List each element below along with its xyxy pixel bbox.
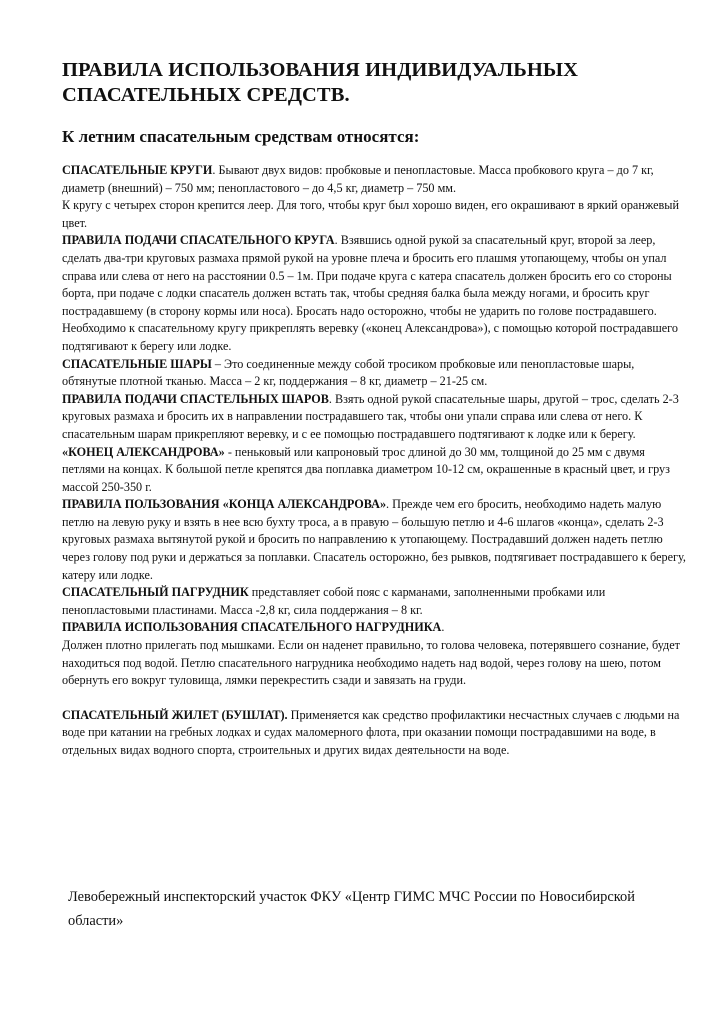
- section-text: . Бывают двух видов: пробковые и пенопластовые. Масса пробкового круга – до 7 кг, диаметр (внешний) – 750 мм; пенопластового – до 4,5 кг, диаметр – 750 мм.: [62, 163, 654, 195]
- document-page: [62, 58, 690, 760]
- section-heading: ПРАВИЛА ИСПОЛЬЗОВАНИЯ СПАСАТЕЛЬНОГО НАГРУДНИКА: [62, 620, 442, 635]
- section-text: - пеньковый или капроновый трос длиной до 30 мм, толщиной до 25 мм с двумя петлями на концах. К большой петле крепятся два поплавка диаметром 10-12 см, окрашенные в красный цвет, и груз массой 250-350 г.: [62, 444, 670, 494]
- section-lifebuoys: [62, 162, 690, 197]
- section-text: – Это соединенные между собой тросиком пробковые или пенопластовые шары, обтянутые плотной тканью. Масса – 2 кг, поддержания – 8 кг, диаметр – 21-25 см.: [62, 356, 635, 389]
- section-rescue-balls-rules: [62, 391, 690, 444]
- section-heading: СПАСАТЕЛЬНЫЕ ШАРЫ: [62, 356, 212, 371]
- section-lifebuoy-rules: [62, 232, 690, 355]
- section-text: .: [441, 620, 445, 635]
- document-title: [62, 58, 690, 108]
- section-rescue-balls: [62, 356, 690, 391]
- section-text: Применяется как средство профилактики несчастных случаев с людьми на воде при катании на гребных лодках и судах маломерного флота, при оказании помощи пострадавшими на воде, в отдельных видах водного спорта, строительных и других видах деятельности на воде.: [62, 707, 680, 757]
- section-life-belt: [62, 584, 690, 619]
- section-heading: СПАСАТЕЛЬНЫЙ ПАГРУДНИК: [62, 585, 249, 600]
- section-heading: ПРАВИЛА ПОЛЬЗОВАНИЯ «КОНЦА АЛЕКСАНДРОВА»: [62, 497, 387, 512]
- section-text: . Прежде чем его бросить, необходимо надеть малую петлю на левую руку и взять в нее всю бухту троса, а в правую – большую петлю и 4-6 шлагов «конца», сделать 2-3 круговых размаха вытянутой рукой и бросить по направлению к утопающему. Пострадавший должен надеть петлю через голову под руки и держаться за поплавки. Спасатель осторожно, без рывков, подтягивает пострадавшего к берегу, катеру или лодке.: [62, 497, 686, 582]
- section-text: . Взять одной рукой спасательные шары, другой – трос, сделать 2-3 круговых размаха и бросить их в направлении пострадавшего так, чтобы они упали справа или слева от него. К спасательным шарам прикрепляют веревку, и с ее помощью пострадавшего подтягивают к лодке или к берегу.: [62, 391, 679, 441]
- section-alexandrov-line-rules: [62, 496, 690, 584]
- section-life-vest: [62, 707, 690, 760]
- section-lifebuoys-extra: К кругу с четырех сторон крепится леер. Для того, чтобы круг был хорошо виден, его окрашивают в яркий оранжевый цвет.: [62, 198, 679, 230]
- document-footer: Левобережный инспекторский участок ФКУ «Центр ГИМС МЧС России по Новосибирской области»: [68, 889, 635, 929]
- section-life-belt-rules-extra: Должен плотно прилегать под мышками. Если он наденет правильно, то голова человека, потерявшего сознание, будет находиться под водой. Петлю спасательного нагрудника необходимо надеть над водой, через голову на шею, потом обернуть его вокруг туловища, лямки перекрестить сзади и завязать на груди.: [62, 638, 680, 688]
- document-body: [62, 162, 690, 760]
- section-heading: СПАСАТЕЛЬНЫЕ КРУГИ: [62, 163, 213, 177]
- section-heading: «КОНЕЦ АЛЕКСАНДРОВА»: [62, 444, 225, 459]
- section-alexandrov-line: [62, 444, 690, 497]
- title-line-2: СПАСАТЕЛЬНЫХ СРЕДСТВ.: [62, 84, 350, 106]
- section-heading: ПРАВИЛА ПОДАЧИ СПАСАТЕЛЬНОГО КРУГА: [62, 233, 335, 248]
- section-text: . Взявшись одной рукой за спасательный круг, второй за леер, сделать два-три круговых размаха прямой рукой на уровне плеча и бросить его плашмя утопающему, чтобы он упал справа или слева от него на расстоянии 0.5 – 1м. При подаче круга с катера спасатель должен бросить его со стороны борта, при подаче с лодки спасатель должен встать так, чтобы средняя балка была между ногами, и бросить круг пострадавшему (в сторону кормы или носа). Бросать надо осторожно, чтобы не ударить по голове пострадавшего. Необходимо к спасательному кругу прикреплять веревку («конец Александрова»), с помощью которой пострадавшего подтягивают к берегу или лодке.: [62, 233, 678, 353]
- title-line-1: ПРАВИЛА ИСПОЛЬЗОВАНИЯ ИНДИВИДУАЛЬНЫХ: [62, 59, 579, 81]
- section-heading: СПАСАТЕЛЬНЫЙ ЖИЛЕТ (БУШЛАТ).: [62, 707, 288, 722]
- section-text: представляет собой пояс с карманами, заполненными пробками или пенопластовыми пластинами. Масса -2,8 кг, сила поддержания – 8 кг.: [62, 585, 606, 617]
- paragraph-gap: [62, 690, 690, 707]
- document-subtitle: К летним спасательным средствам относятся:: [62, 127, 420, 146]
- section-heading: ПРАВИЛА ПОДАЧИ СПАСТЕЛЬНЫХ ШАРОВ: [62, 391, 329, 406]
- section-life-belt-rules: [62, 619, 690, 637]
